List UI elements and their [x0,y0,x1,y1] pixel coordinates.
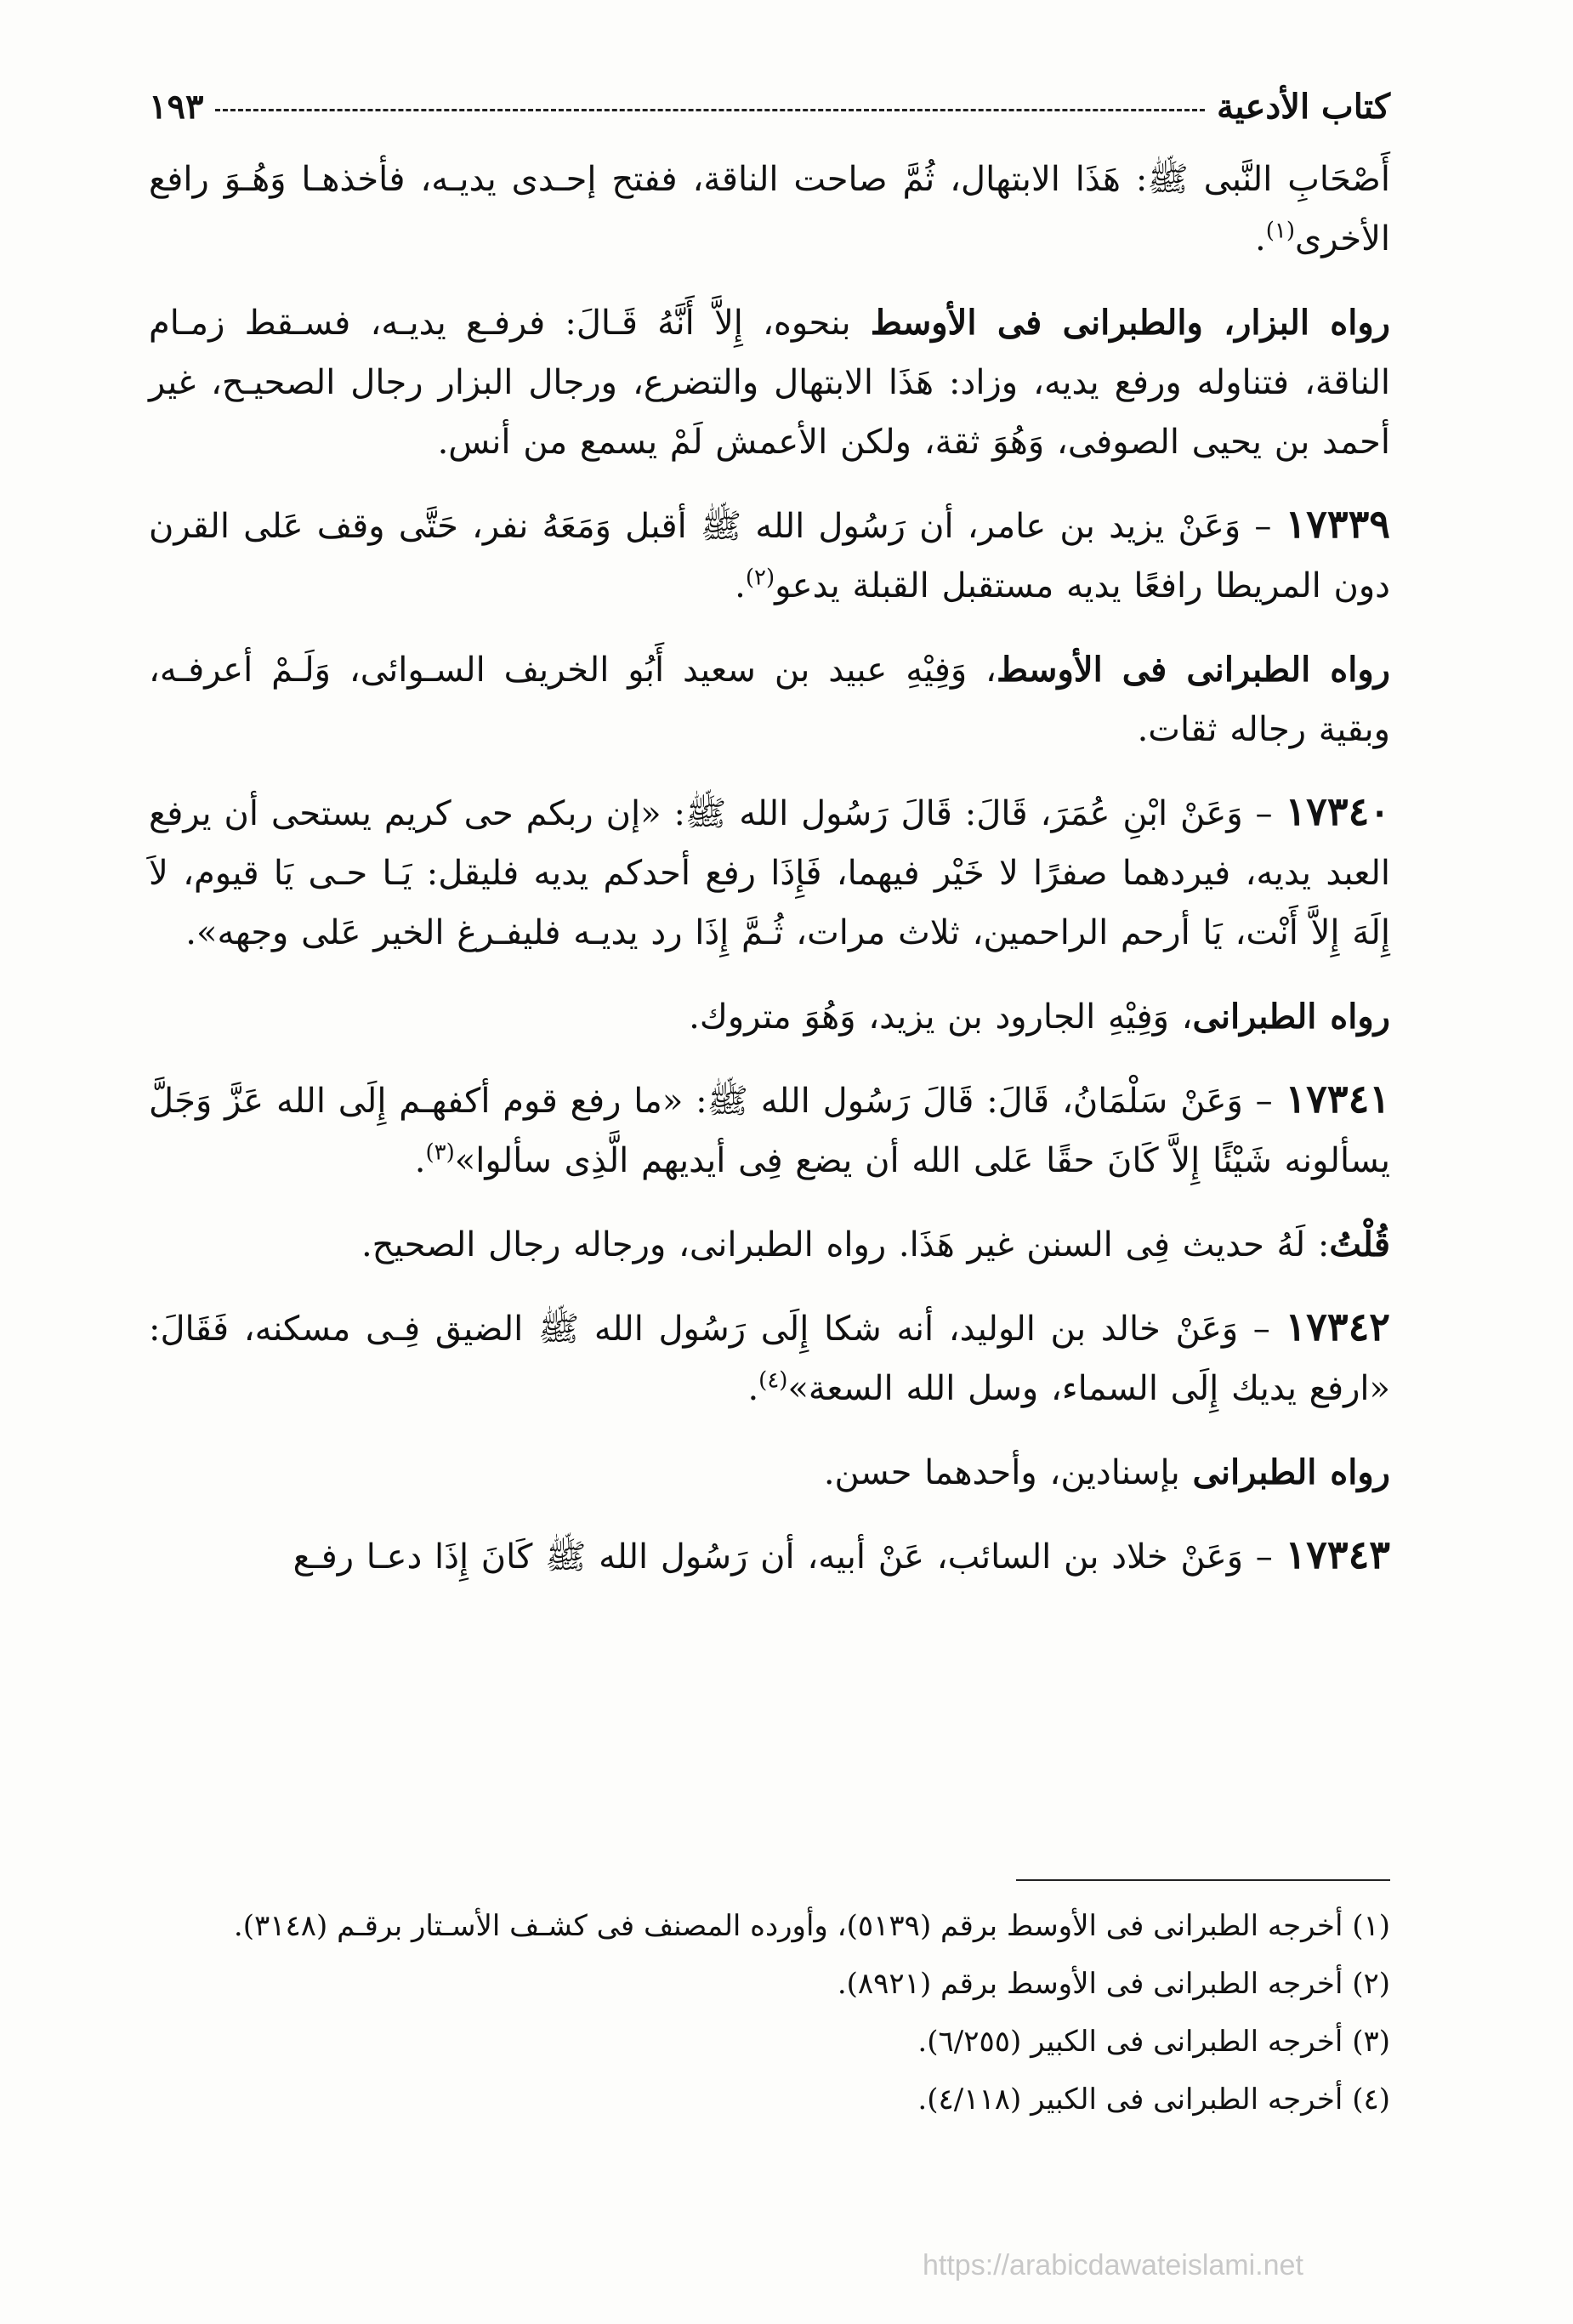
footnote-marker: (٣) [425,1139,455,1166]
paragraph-end: . [747,1369,759,1408]
paragraph-text: بنحوه، إِلاَّ أَنَّهُ قَـالَ: فرفـع يديـه، فسـقط زمـام الناقة، فتناوله ورفع يديه، وزاد: هَذَا الابتهال والتضرع، ورجال البزار رجال الصحيـح، غير أحمد بن يحيى الصوفى، وَهُوَ ثقة، ولكن الأعمش لَمْ يسمع من أنس. [149,304,1390,462]
paragraph-text: – وَعَنْ خلاد بن السائب، عَنْ أبيه، أن رَسُول الله ﷺ كَانَ إِذَا دعـا رفـع [292,1537,1286,1577]
main-text [149,147,1390,1587]
paragraph [149,1069,1390,1190]
paragraph-text: – وَعَنْ سَلْمَانُ، قَالَ: قَالَ رَسُول الله ﷺ: «ما رفع قوم أكفهـم إِلَى الله عَزَّ وَجَلَّ يسألونه شَيْئًا إِلاَّ كَانَ حقًا عَلى الله أن يضع فِى أيديهم الَّذِى سألوا» [149,1082,1390,1180]
paragraph-end: . [414,1141,426,1180]
paragraph-lead: قُلْتُ [1329,1225,1390,1264]
paragraph-text: بإسنادين، وأحدهما حسن. [823,1453,1193,1492]
hadith-number: ١٧٣٣٩ [1285,501,1390,547]
paragraph-text: ، وَفِيْهِ عبيد بن سعيد أَبُو الخريف السـوائى، وَلَـمْ أعرفـه، وبقية رجاله ثقات. [149,651,1390,749]
hadith-number: ١٧٣٤٣ [1285,1531,1390,1577]
paragraph [149,638,1390,759]
paragraph-text: – وَعَنْ خالد بن الوليد، أنه شكا إِلَى رَسُول الله ﷺ الضيق فِـى مسكنه، فَقَالَ: «ارفع يديك إِلَى السماء، وسل الله السعة» [149,1310,1390,1408]
hadith-number: ١٧٣٤٢ [1285,1304,1390,1350]
paragraph-text: – وَعَنْ يزيد بن عامر، أن رَسُول الله ﷺ أقبل وَمَعَهُ نفر، حَتَّى وقف عَلى القرن دون المريطا رافعًا يديه مستقبل القبلة يدعو [149,507,1390,605]
paragraph-lead: رواه البزار، والطبرانى فى الأوسط [870,303,1390,343]
footnote-marker: (١) [1265,218,1295,244]
header-dashed-rule [215,109,1205,111]
paragraph [149,985,1390,1047]
paragraph-lead: رواه الطبرانى فى الأوسط [996,650,1390,690]
book-page [149,81,1390,2292]
hadith-number: ١٧٣٤٠ [1285,788,1390,834]
paragraph [149,494,1390,616]
paragraph [149,1213,1390,1275]
footnote-divider [1016,1879,1390,1881]
footnote: (١) أخرجه الطبرانى فى الأوسط برقم (٥١٣٩)، وأورده المصنف فى كشـف الأسـتار برقـم (٣١٤٨). [233,1909,1390,1943]
paragraph [149,1525,1390,1587]
footnote: (٢) أخرجه الطبرانى فى الأوسط برقم (٨٩٢١). [837,1967,1390,2001]
page-number: ١٩٣ [149,86,204,127]
footnote: (٣) أخرجه الطبرانى فى الكبير (٦/٢٥٥). [917,2025,1390,2059]
book-title: كتاب الأدعية [1216,86,1390,127]
watermark-url: https://arabicdawateislami.net [923,2249,1303,2281]
paragraph-end: . [1254,219,1266,259]
hadith-number: ١٧٣٤١ [1285,1076,1390,1122]
paragraph-end: . [735,566,746,605]
footnotes [149,1901,1390,2132]
paragraph [149,781,1390,963]
paragraph [149,1440,1390,1503]
paragraph-lead: رواه الطبرانى [1192,997,1390,1037]
footnote-marker: (٢) [745,565,775,591]
paragraph-text: : لَهُ حديث فِى السنن غير هَذَا. رواه الطبرانى، ورجاله رجال الصحيح. [361,1225,1330,1264]
paragraph-lead: رواه الطبرانى [1192,1452,1390,1492]
paragraph-text: أَصْحَابِ النَّبى ﷺ: هَذَا الابتهال، ثُمَّ صاحت الناقة، ففتح إحـدى يديـه، فأخذهـا وَهُـوَ رافع الأخرى [149,160,1390,259]
paragraph [149,147,1390,269]
paragraph-text: ، وَفِيْهِ الجارود بن يزيد، وَهُوَ متروك. [689,997,1193,1037]
paragraph-text: – وَعَنْ ابْنِ عُمَرَ، قَالَ: قَالَ رَسُول الله ﷺ: «إن ربكم حى كريم يستحى أن يرفع العبد يديه، فيردهما صفرًا لا خَيْر فيهما، فَإِذَا رفع أحدكم يديه فليقل: يَـا حـى يَا قيوم، لاَ إِلَهَ إِلاَّ أَنْت، يَا أرحم الراحمين، ثلاث مرات، ثُـمَّ إِذَا رد يديـه فليفـرغ الخير عَلى وجهه». [149,794,1390,952]
paragraph [149,291,1390,472]
running-header [149,81,1390,132]
paragraph [149,1297,1390,1418]
footnote-marker: (٤) [758,1367,788,1394]
footnote: (٤) أخرجه الطبرانى فى الكبير (٤/١١٨). [917,2083,1390,2117]
